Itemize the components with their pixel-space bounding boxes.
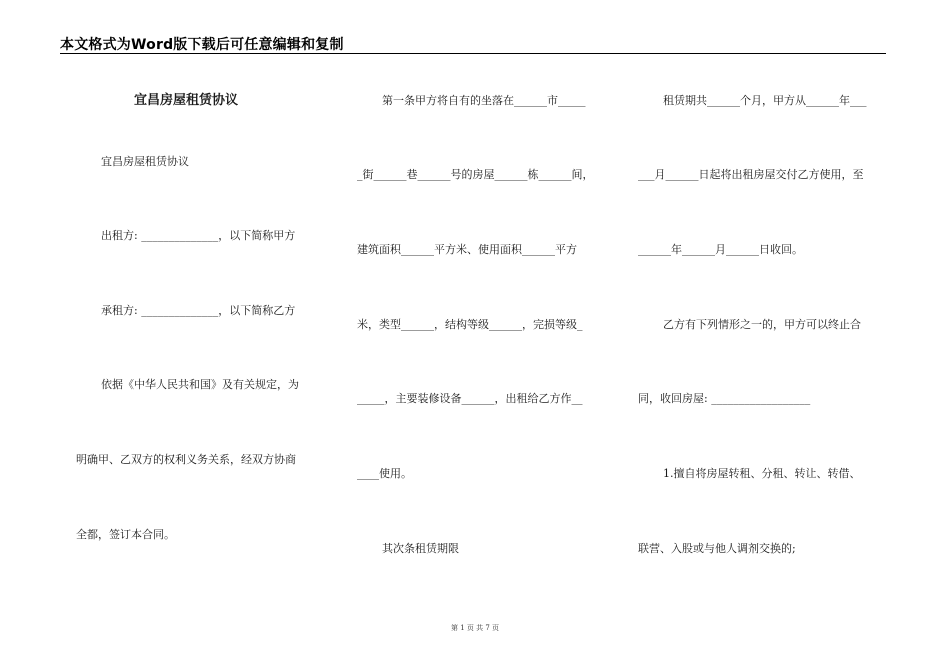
body-line: 全都，签订本合同。 [76, 528, 175, 541]
body-line: 依据《中华人民共和国》及有关规定，为 [101, 378, 299, 391]
article-2-heading: 其次条租赁期限 [382, 542, 459, 555]
body-line: ______年______月______日收回。 [638, 243, 803, 256]
lessor-line: 出租方: ______________，以下简称甲方 [101, 229, 296, 242]
lessee-line: 承租方: ______________，以下简称乙方 [101, 304, 296, 317]
body-line: 同，收回房屋: __________________ [638, 392, 811, 405]
body-line: _____，主要装修设备______，出租给乙方作__ [357, 392, 583, 405]
article-1-line: 第一条甲方将自有的坐落在______市_____ [382, 94, 586, 107]
body-line: 建筑面积______平方米、使用面积______平方 [357, 243, 577, 256]
subtitle-line: 宜昌房屋租赁协议 [101, 155, 189, 168]
page-number: 第 1 页 共 7 页 [450, 624, 500, 632]
header-rule [60, 53, 886, 54]
body-line: ____使用。 [357, 467, 412, 480]
body-line: 乙方有下列情形之一的，甲方可以终止合 [663, 318, 861, 331]
body-line: 明确甲、乙双方的权利义务关系，经双方协商 [76, 453, 296, 466]
list-item: 1.擅自将房屋转租、分租、转让、转借、 [663, 467, 861, 480]
body-line: _街______巷______号的房屋______栋______间， [357, 168, 594, 181]
document-title: 宜昌房屋租赁协议 [134, 93, 239, 108]
body-line: 租赁期共______个月，甲方从______年___ [663, 94, 867, 107]
body-line: ___月______日起将出租房屋交付乙方使用，至 [638, 168, 864, 181]
body-line: 联营、入股或与他人调剂交换的; [638, 542, 796, 555]
body-line: 米，类型______，结构等级______，完损等级_ [357, 318, 583, 331]
document-header: 本文格式为Word版下载后可任意编辑和复制 [60, 37, 344, 53]
